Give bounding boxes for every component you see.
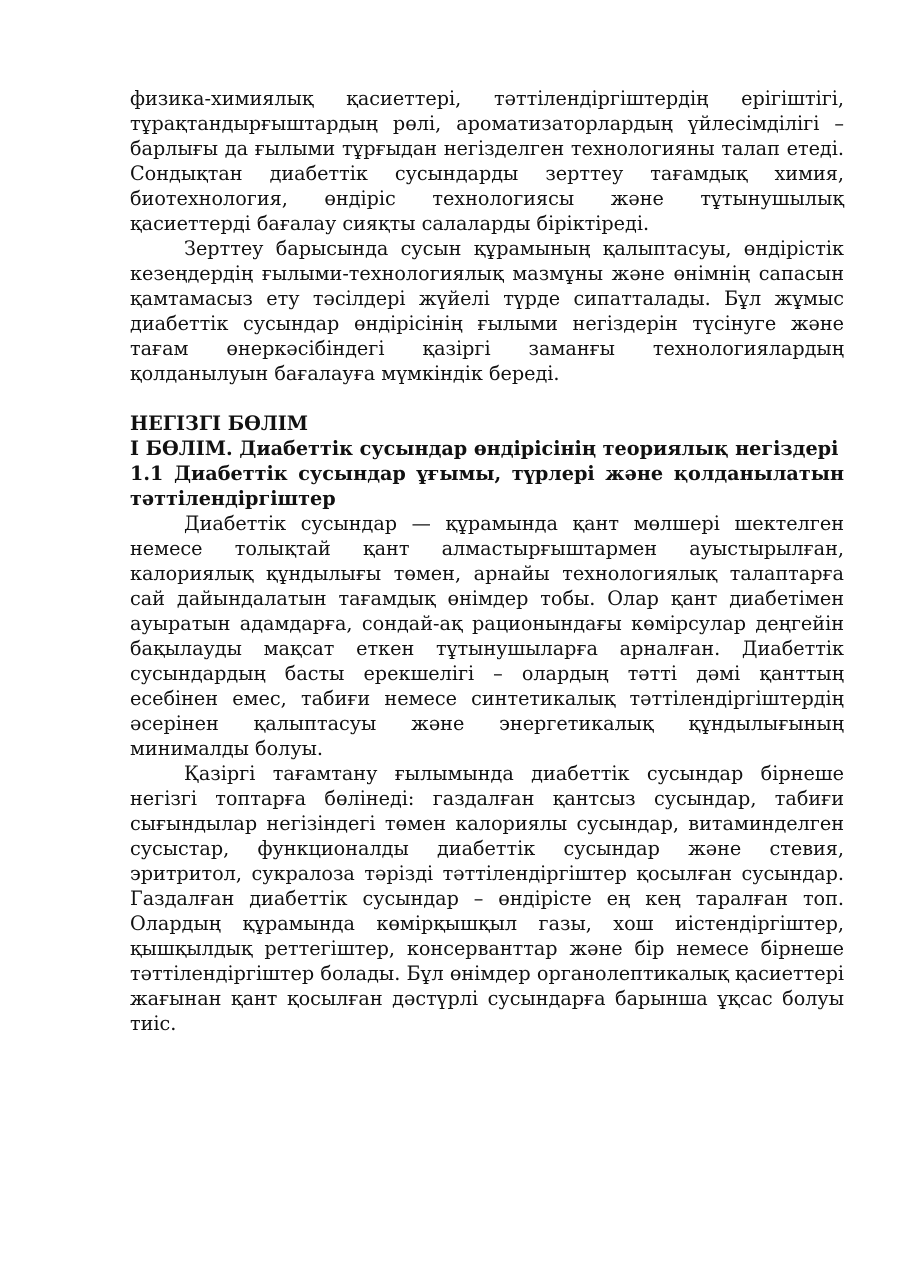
blank-line [130, 386, 844, 411]
paragraph-groups: Қазіргі тағамтану ғылымында диабеттік сусындар бірнеше негізгі топтарға бөлінеді: газдалған қантсыз сусындар, табиғи сығындылар негізіндегі төмен калориялы сусындар, витаминделген сусыстар, функционалды диабеттік сусындар және стевия, эритритол, сукралоза тәрізді тәттілендіргіштер қосылған сусындар. Газдалған диабеттік сусындар – өндірісте ең кең таралған топ. Олардың құрамында көмірқышқыл газы, хош иістендіргіштер, қышқылдық реттегіштер, консерванттар және бір немесе бірнеше тәттілендіргіштер болады. Бұл өнімдер органолептикалық қасиеттері жағынан қант қосылған дәстүрлі сусындарға барынша ұқсас болуы тиіс. [130, 762, 844, 1035]
section-heading: 1.1 Диабеттік сусындар ұғымы, түрлері және қолданылатын тәттілендіргіштер [130, 462, 844, 510]
paragraph-research: Зерттеу барысында сусын құрамының қалыптасуы, өндірістік кезеңдердің ғылыми-технологиялық мазмұны және өнімнің сапасын қамтамасыз ету тәсілдері жүйелі түрде сипатталады. Бұл жұмыс диабеттік сусындар өндірісінің ғылыми негіздерін түсінуге және тағам өнеркәсібіндегі қазіргі заманғы технологиялардың қолданылуын бағалауға мүмкіндік береді. [130, 237, 844, 385]
part-heading: I БӨЛІМ. Диабеттік сусындар өндірісінің теориялық негіздері [130, 437, 839, 460]
paragraph-continuation: физика-химиялық қасиеттері, тәттілендіргіштердің ерігіштігі, тұрақтандырғыштардың рөлі, ароматизаторлардың үйлесімділігі – барлығы да ғылыми тұрғыдан негізделген технологияны талап етеді. Сондықтан диабеттік сусындарды зерттеу тағамдық химия, биотехнология, өндіріс технологиясы және тұтынушылық қасиеттерді бағалау сияқты салаларды біріктіреді. [130, 87, 844, 235]
main-heading: НЕГІЗГІ БӨЛІМ [130, 412, 309, 435]
paragraph-definition: Диабеттік сусындар — құрамында қант мөлшері шектелген немесе толықтай қант алмастырғыштармен ауыстырылған, калориялық құндылығы төмен, арнайы технологиялық талаптарға сай дайындалатын тағамдық өнімдер тобы. Олар қант диабетімен ауыратын адамдарға, сондай-ақ рационындағы көмірсулар деңгейін бақылауды мақсат еткен тұтынушыларға арналған. Диабеттік сусындардың басты ерекшелігі – олардың тәтті дәмі қанттың есебінен емес, табиғи немесе синтетикалық тәттілендіргіштердің әсерінен қалыптасуы және энергетикалық құндылығының минималды болуы. [130, 512, 844, 760]
document-page [130, 86, 844, 1036]
